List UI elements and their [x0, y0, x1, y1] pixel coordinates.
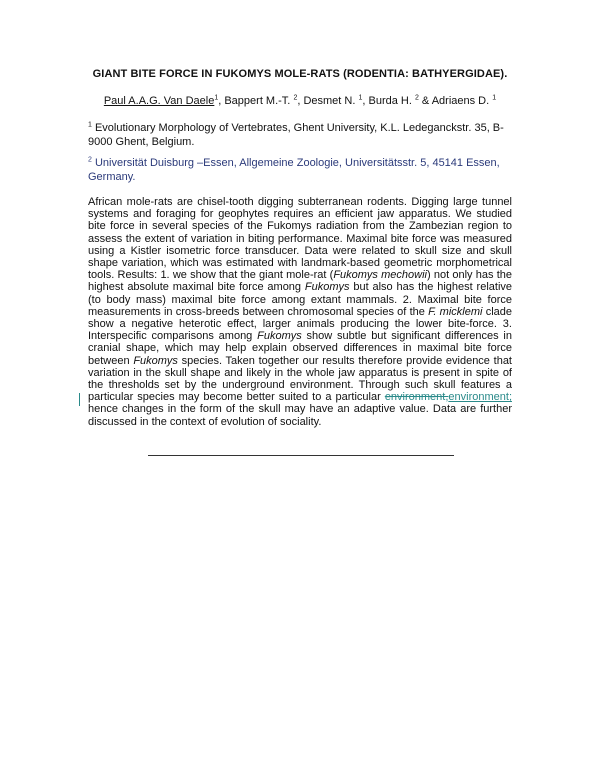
abstract-body — [88, 196, 512, 428]
abstract-italic-3: F. micklemi — [428, 305, 483, 318]
abstract-text-2: ) not only has the highest absolute maximal bite force among — [88, 269, 512, 294]
affiliation-2 — [88, 156, 512, 184]
affiliation-1-sup: 1 — [88, 121, 92, 129]
author-5: & Adriaens D. — [418, 95, 493, 107]
change-bar — [79, 393, 80, 406]
abstract-text-1: African mole-rats are chisel-tooth digging subterranean rodents. Digging large tunnel systems and foraging for geophytes requires an efficient jaw apparatus. We studied bite force in several species of the Fukomys radiation from the Zambezian region to assess the extent of variation in biting performance. Maximal bite force was measured using a Kistler isometric force transducer. Data were related to skull size and skull shape variation, which was estimated with landmark-based geometric morphometrical tools. Results: 1. we show that the giant mole-rat ( — [88, 196, 512, 282]
author-4: , Burda H. — [362, 95, 415, 107]
affiliation-2-sup: 2 — [88, 156, 92, 164]
author-1-sup: 1 — [214, 94, 219, 102]
author-5-sup: 1 — [492, 94, 497, 102]
abstract-text-7: hence changes in the form of the skull may have an adaptive value. Data are further discussed in the context of evolution of sociality. — [88, 403, 512, 428]
author-2-sup: 2 — [293, 94, 298, 102]
affiliation-1 — [88, 121, 512, 149]
tracked-insertion[interactable]: environment; — [448, 391, 512, 404]
author-2: , Bappert M.-T. — [218, 95, 294, 107]
author-1: Paul A.A.G. Van Daele — [103, 95, 215, 107]
abstract-text-5: show subtle but significant differences in cranial shape, which may help explain observed differences in maximal bite force between — [88, 330, 512, 367]
abstract-text-6: species. Taken together our results therefore provide evidence that variation in the skull shape and likely in the whole jaw apparatus is present in spite of the thresholds set by the underground environment. Through such skull features a particular species may become better suited to a particular — [88, 354, 512, 404]
abstract-italic-4: Fukomys — [257, 330, 302, 343]
affiliation-2-text: Universität Duisburg –Essen, Allgemeine Zoologie, Universitätsstr. 5, 45141 Essen, Germany. — [88, 157, 500, 183]
author-3-sup: 1 — [358, 94, 363, 102]
author-3: , Desmet N. — [297, 95, 359, 107]
abstract-italic-1: Fukomys mechowii — [333, 269, 427, 282]
author-4-sup: 2 — [414, 94, 419, 102]
abstract-text-3: but also has the highest relative (to body mass) maximal bite force among extant mammals. 2. Maximal bite force measurements in cross-breeds between chromosomal species of the — [88, 281, 512, 318]
author-line — [40, 95, 560, 107]
abstract-italic-5: Fukomys — [133, 354, 178, 367]
paper-title: GIANT BITE FORCE IN FUKOMYS MOLE-RATS (RODENTIA: BATHYERGIDAE). — [92, 68, 508, 80]
horizontal-rule — [148, 455, 454, 456]
abstract-text-4: clade show a negative heterotic effect, larger animals producing the lower bite-force. 3. Interspecific comparisons among — [88, 305, 512, 343]
abstract-italic-2: Fukomys — [304, 281, 350, 294]
tracked-deletion[interactable]: environment, — [384, 391, 449, 404]
affiliation-1-text: Evolutionary Morphology of Vertebrates, Ghent University, K.L. Ledeganckstr. 35, B-9000 Ghent, Belgium. — [88, 122, 504, 148]
